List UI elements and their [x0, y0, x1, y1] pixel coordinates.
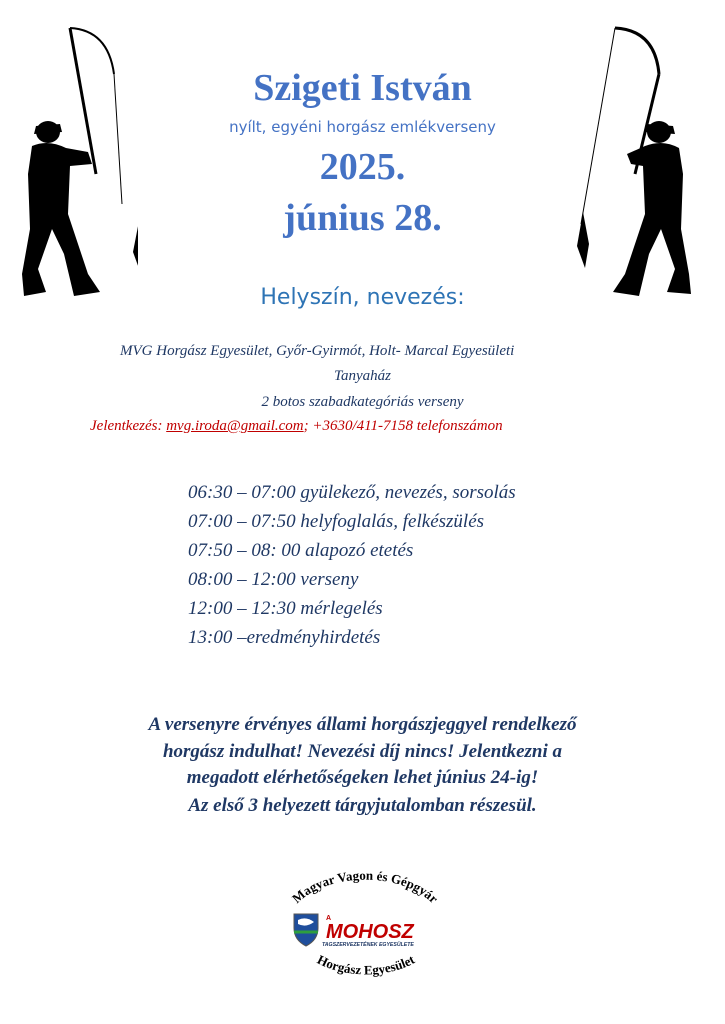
- event-date: június 28.: [283, 197, 442, 239]
- schedule-item: 07:00 – 07:50 helyfoglalás, felkészülés: [188, 511, 485, 532]
- schedule-item: 07:50 – 08: 00 alapozó etetés: [188, 540, 414, 561]
- logo-badge-main: MOHOSZ: [326, 921, 414, 943]
- event-subtitle: nyílt, egyéni horgász emlékverseny: [229, 118, 496, 136]
- club-emblem-icon: [270, 858, 460, 998]
- competition-type: 2 botos szabadkategóriás verseny: [261, 394, 464, 410]
- schedule-item: 06:30 – 07:00 gyülekező, nevezés, sorsolás: [188, 482, 516, 503]
- location-heading: Helyszín, nevezés:: [260, 285, 465, 310]
- svg-text:Horgász Egyesület: [315, 951, 418, 977]
- logo-badge-small: A: [326, 915, 332, 922]
- logo-badge-sub: TAGSZERVEZETÉNEK EGYESÜLETE: [322, 942, 414, 948]
- schedule-item: 12:00 – 12:30 mérlegelés: [188, 598, 383, 619]
- contact-prefix: Jelentkezés:: [90, 418, 167, 434]
- schedule-item: 13:00 –eredményhirdetés: [188, 627, 381, 648]
- logo-arc-bottom: Horgász Egyesület: [314, 951, 417, 978]
- shield-icon: [294, 914, 318, 946]
- contact-line: [90, 418, 503, 435]
- venue-line: MVG Horgász Egyesület, Győr-Gyirmót, Holt- Marcal Egyesületi: [120, 343, 515, 359]
- event-year: 2025.: [319, 146, 406, 188]
- venue-line: Tanyaház: [334, 368, 391, 384]
- contact-email-link[interactable]: mvg.iroda@gmail.com: [166, 418, 304, 434]
- logo-arc-top: Magyar Vagon és Gépgyár: [289, 867, 442, 907]
- svg-text:Magyar Vagon és Gépgyár: [289, 868, 441, 907]
- notice-line: horgász indulhat! Nevezési díj nincs! Jelentkezni a: [162, 741, 563, 762]
- notice-line: Az első 3 helyezett tárgyjutalomban részesül.: [188, 795, 537, 816]
- event-title: Szigeti István: [253, 67, 472, 109]
- contact-phone: ; +3630/411-7158 telefonszámon: [303, 418, 503, 434]
- notice-line: A versenyre érvényes állami horgászjeggyel rendelkező: [148, 714, 577, 735]
- schedule-item: 08:00 – 12:00 verseny: [188, 569, 359, 590]
- notice-line: megadott elérhetőségeken lehet június 24-ig!: [186, 767, 539, 788]
